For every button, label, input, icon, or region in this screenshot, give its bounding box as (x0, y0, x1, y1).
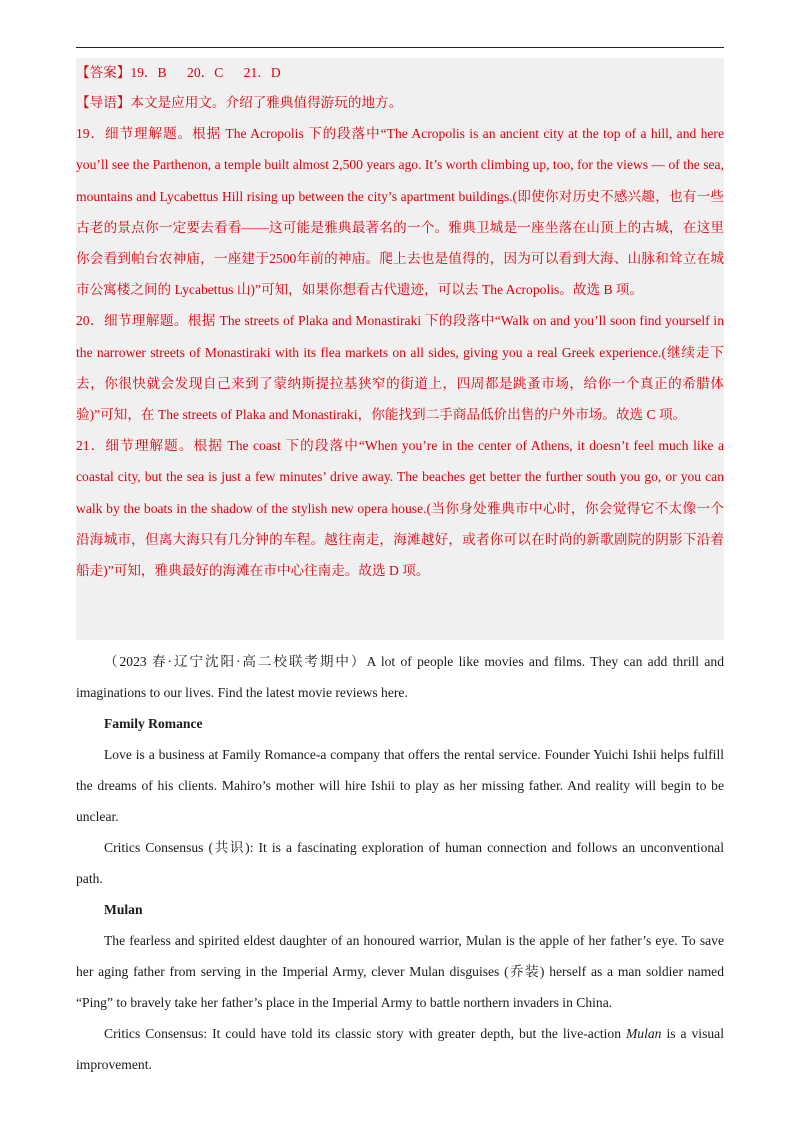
movie-description-family-romance: Love is a business at Family Romance-a company that offers the rental service. Founder Yuichi Ishii helps fulfill the dreams of his clients. Mahiro’s mother will hire Ishii to play as her missing father. And reality will begin to be unclear. (76, 747, 724, 824)
movie-description-mulan: The fearless and spirited eldest daughter of an honoured warrior, Mulan is the apple of her father’s eye. To save her aging father from serving in the Imperial Army, clever Mulan disguises (乔装) herself as a man soldier named “Ping” to bravely take her father’s place in the Imperial Army to battle northern invaders in China. (76, 933, 724, 1010)
movie-title-family-romance: Family Romance (104, 716, 203, 731)
explanation-19: 19．细节理解题。根据 The Acropolis 下的段落中“The Acropolis is an ancient city at the top of a hill, and here you’ll see the Parthenon, a temple built almost 2,500 years ago. It’s worth climbing up, too, for the views — of the sea, mountains and Lycabettus Hill rising up between the city’s apartment buildings.(即使你对历史不感兴趣，也有一些古老的景点你一定要去看看——这可能是雅典最著名的一个。雅典卫城是一座坐落在山顶上的古城，在这里你会看到帕台农神庙，一座建于2500年前的神庙。爬上去也是值得的，因为可以看到大海、山脉和耸立在城市公寓楼之间的 Lycabettus 山)”可知，如果你想看古代遗迹，可以去 The Acropolis。故选 B 项。 (76, 126, 724, 298)
consensus-text-before: Critics Consensus: It could have told its classic story with greater depth, but the live-action (104, 1026, 626, 1041)
reading-passage (76, 646, 724, 1080)
explanation-20: 20．细节理解题。根据 The streets of Plaka and Monastiraki 下的段落中“Walk on and you’ll soon find yourself in the narrower streets of Monastiraki with its flea markets on all sides, giving you a real Greek experience.(继续走下去，你很快就会发现自己来到了蒙纳斯提拉基狭窄的街道上，四周都是跳蚤市场，给你一个真正的希腊体验)”可知，在 The streets of Plaka and Monastiraki，你能找到二手商品低价出售的户外市场。故选 C 项。 (76, 313, 724, 423)
movie-consensus-mulan (76, 1018, 724, 1080)
movie-title-mulan: Mulan (104, 902, 143, 917)
header-rule (76, 47, 724, 48)
answer-line: 【答案】19．B 20．C 21．D (76, 65, 281, 80)
consensus-italic-title: Mulan (625, 1026, 662, 1041)
guide-line: 【导语】本文是应用文。介绍了雅典值得游玩的地方。 (76, 95, 403, 110)
movie-consensus-family-romance: Critics Consensus (共识): It is a fascinating exploration of human connection and follows an unconventional path. (76, 840, 724, 886)
passage-intro: （2023 春·辽宁沈阳·高二校联考期中）A lot of people like movies and films. They can add thrill and imaginations to our lives. Find the latest movie reviews here. (76, 654, 724, 700)
explanation-21: 21．细节理解题。根据 The coast 下的段落中“When you’re in the center of Athens, it doesn’t feel much like a coastal city, but the sea is just a few minutes’ drive away. The beaches get better the further south you go, or you can walk by the boats in the shadow of the stylish new opera house.(当你身处雅典市中心时，你会觉得它不太像一个沿海城市，但离大海只有几分钟的车程。越往南走，海滩越好，或者你可以在时尚的新歌剧院的阴影下沿着船走)”可知，雅典最好的海滩在市中心往南走。故选 D 项。 (76, 438, 724, 579)
consensus-text-after: is a visual improvement. (76, 1026, 724, 1072)
answer-explanation-block (76, 58, 724, 640)
